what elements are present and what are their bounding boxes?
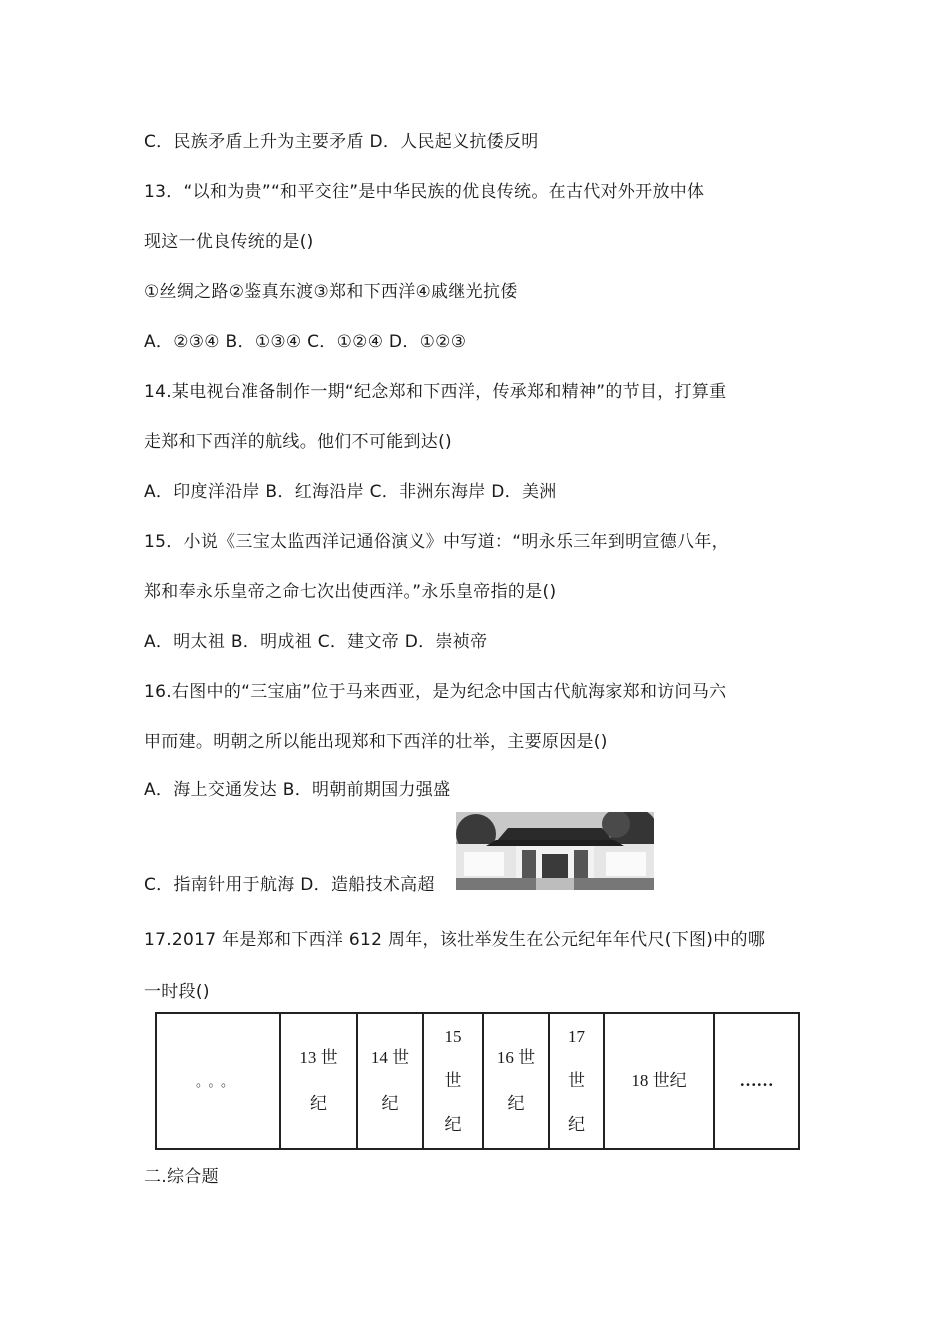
timeline-cell-15th-century: 15 世 纪 [423,1013,483,1149]
timeline-cell-17th-century: 17 世 纪 [549,1013,604,1149]
timeline-cell-18th-century: 18 世纪 [604,1013,714,1149]
q16-options-1: A．海上交通发达 B．明朝前期国力强盛 [144,780,451,800]
timeline-cell-13th-century: 13 世 纪 [280,1013,357,1149]
q15-stem-1: 15．小说《三宝太监西洋记通俗演义》中写道：“明永乐三年到明宣德八年， [144,532,729,552]
timeline-cell-16th-century: 16 世 纪 [483,1013,549,1149]
section-2-heading: 二.综合题 [144,1167,219,1187]
q13-stem-1: 13．“以和为贵”“和平交往”是中华民族的优良传统。在古代对外开放中体 [144,182,705,202]
timeline-cell-14th-century: 14 世 纪 [357,1013,423,1149]
century-timeline-table [155,1012,800,1150]
q17-stem-1: 17.2017 年是郑和下西洋 612 周年，该壮举发生在公元纪年年代尺(下图)中的哪 [144,930,766,950]
q14-stem-2: 走郑和下西洋的航线。他们不可能到达() [144,432,452,452]
q12-option-line: C．民族矛盾上升为主要矛盾 D．人民起义抗倭反明 [144,132,539,152]
sanbao-temple-photo [456,812,654,890]
q16-options-2: C．指南针用于航海 D．造船技术高超 [144,875,435,895]
q16-stem-1: 16.右图中的“三宝庙”位于马来西亚，是为纪念中国古代航海家郑和访问马六 [144,682,727,702]
timeline-cell-later: …… [714,1013,799,1149]
q13-stem-2: 现这一优良传统的是() [144,232,314,252]
q15-stem-2: 郑和奉永乐皇帝之命七次出使西洋。”永乐皇帝指的是() [144,582,557,602]
q15-options: A．明太祖 B．明成祖 C．建文帝 D．崇祯帝 [144,632,488,652]
q14-options: A．印度洋沿岸 B．红海沿岸 C．非洲东海岸 D．美洲 [144,482,557,502]
q16-stem-2: 甲而建。明朝之所以能出现郑和下西洋的壮举，主要原因是() [144,732,608,752]
q13-items: ①丝绸之路②鉴真东渡③郑和下西洋④戚继光抗倭 [144,282,518,302]
timeline-cell-earlier: 。。。 [156,1013,280,1149]
q13-options: A．②③④ B．①③④ C．①②④ D．①②③ [144,332,467,352]
q14-stem-1: 14.某电视台准备制作一期“纪念郑和下西洋，传承郑和精神”的节目，打算重 [144,382,727,402]
q17-stem-2: 一时段() [144,982,210,1002]
